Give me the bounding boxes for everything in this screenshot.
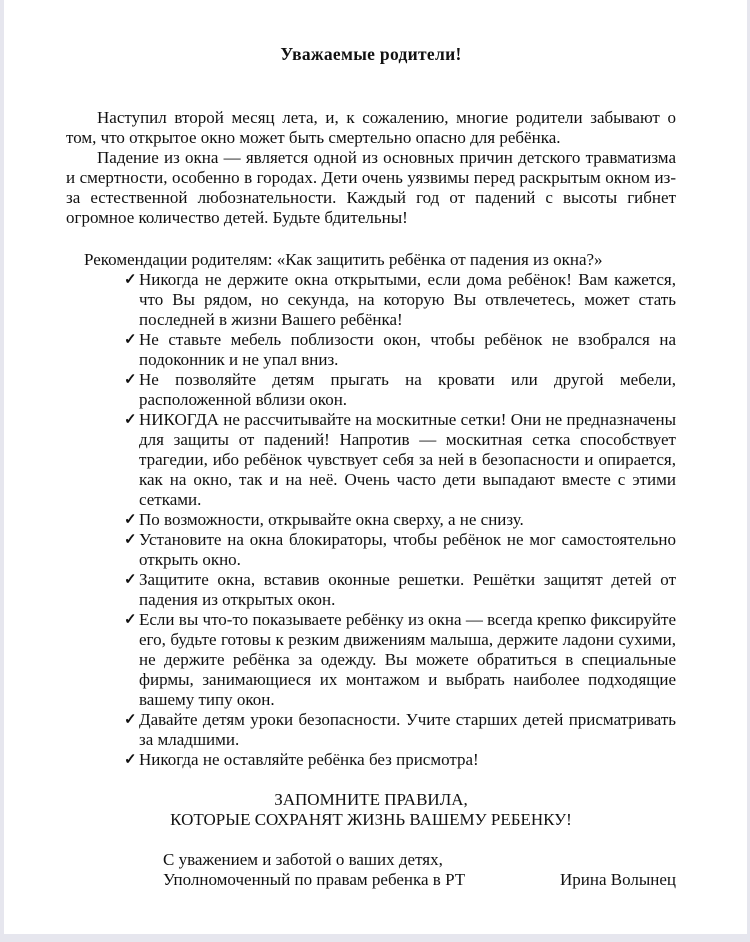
list-item xyxy=(124,410,676,510)
recommendations-heading: Рекомендации родителям: «Как защитить ребёнка от падения из окна?» xyxy=(84,250,603,269)
checkmark-icon: ✓ xyxy=(124,752,137,768)
list-item xyxy=(124,530,676,570)
document-title: Уважаемые родители! xyxy=(280,44,462,64)
list-item-text: По возможности, открывайте окна сверху, а не снизу. xyxy=(139,510,524,529)
signature-row xyxy=(163,870,676,890)
list-item xyxy=(124,710,676,750)
checkmark-icon: ✓ xyxy=(124,272,137,288)
list-item xyxy=(124,370,676,410)
list-item-text: Давайте детям уроки безопасности. Учите старших детей присматривать за младшими. xyxy=(139,710,676,749)
closing-statement xyxy=(66,790,676,830)
intro-paragraph-1: Наступил второй месяц лета, и, к сожалению, многие родители забывают о том, что открытое окно может быть смертельно опасно для ребёнка. xyxy=(66,108,676,147)
checkmark-icon: ✓ xyxy=(124,572,137,588)
checkmark-icon: ✓ xyxy=(124,372,137,388)
checkmark-icon: ✓ xyxy=(124,512,137,528)
list-item xyxy=(124,610,676,710)
list-item-text: НИКОГДА не рассчитывайте на москитные сетки! Они не предназначены для защиты от падений! Напротив — москитная сетка способствует трагедии, ибо ребёнок чувствует себя за ней в безопасности и опирается, как на окно, так и на неё. Очень часто дети выпадают вместе с этими сетками. xyxy=(139,410,676,509)
list-item-text: Никогда не держите окна открытыми, если дома ребёнок! Вам кажется, что Вы рядом, но секунда, на которую Вы отвлечетесь, может стать последней в жизни Вашего ребёнка! xyxy=(139,270,676,329)
checkmark-icon: ✓ xyxy=(124,532,137,548)
list-item-text: Не позволяйте детям прыгать на кровати или другой мебели, расположенной вблизи окон. xyxy=(139,370,676,409)
checkmark-icon: ✓ xyxy=(124,332,137,348)
signature-position: Уполномоченный по правам ребенка в РТ xyxy=(163,870,466,889)
list-item xyxy=(124,270,676,330)
list-item xyxy=(124,330,676,370)
closing-line-2: КОТОРЫЕ СОХРАНЯТ ЖИЗНЬ ВАШЕМУ РЕБЕНКУ! xyxy=(170,810,572,829)
intro-paragraph-2: Падение из окна — является одной из основных причин детского травматизма и смертности, особенно в городах. Дети очень уязвимы перед раскрытым окном из-за естественной любознательности. Каждый год от падений с высоты гибнет огромное количество детей. Будьте бдительны! xyxy=(66,148,676,227)
document-content xyxy=(66,0,676,890)
checkmark-icon: ✓ xyxy=(124,712,137,728)
signature-greeting: С уважением и заботой о ваших детях, xyxy=(163,850,443,869)
signature-block xyxy=(163,850,676,890)
list-item-text: Никогда не оставляйте ребёнка без присмотра! xyxy=(139,750,479,769)
list-item-text: Установите на окна блокираторы, чтобы ребёнок не мог самостоятельно открыть окно. xyxy=(139,530,676,569)
signature-name: Ирина Волынец xyxy=(559,870,676,889)
list-item-text: Если вы что-то показываете ребёнку из окна — всегда крепко фиксируйте его, будьте готовы к резким движениям малыша, держите ладони сухими, не держите ребёнка за одежду. Вы можете обратиться в специальные фирмы, занимающиеся их монтажом и выбрать наиболее подходящие вашему типу окон. xyxy=(139,610,676,709)
list-item xyxy=(124,510,676,530)
closing-line-1: ЗАПОМНИТЕ ПРАВИЛА, xyxy=(274,790,468,809)
list-item-text: Не ставьте мебель поблизости окон, чтобы ребёнок не взобрался на подоконник и не упал вниз. xyxy=(139,330,676,369)
list-item-text: Защитите окна, вставив оконные решетки. Решётки защитят детей от падения из открытых окон. xyxy=(139,570,676,609)
checkmark-icon: ✓ xyxy=(124,412,137,428)
recommendations-list xyxy=(66,270,676,770)
paper-sheet xyxy=(4,0,747,934)
checkmark-icon: ✓ xyxy=(124,612,137,628)
list-item xyxy=(124,750,676,770)
list-item xyxy=(124,570,676,610)
